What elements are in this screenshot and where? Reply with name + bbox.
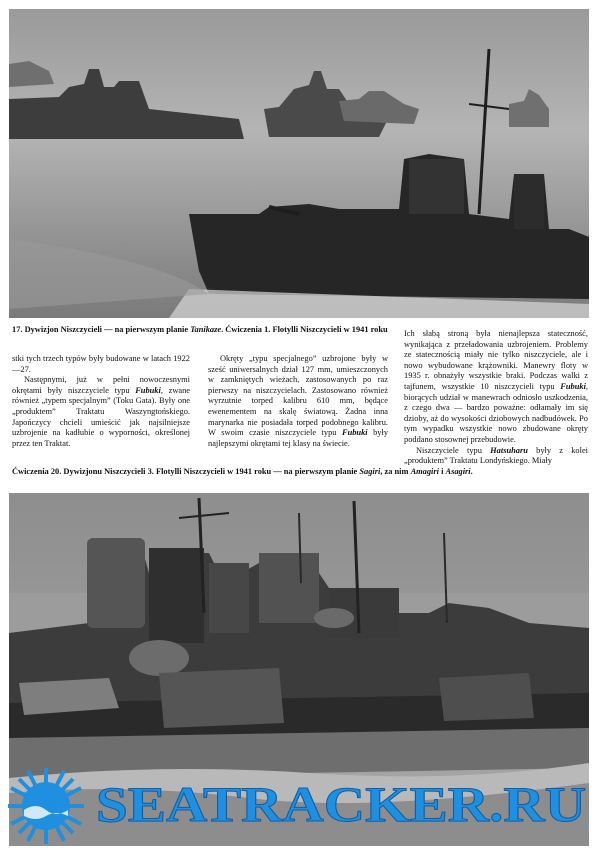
caption2-end: . xyxy=(470,467,473,476)
col2-p1-ship-name: Fubuki xyxy=(341,428,368,438)
col1-p2-text-c: , zwane również „typem specjalnym” (Toku Gata). Były one „produktem” Traktatu Waszyngtońskiego. Japończycy chcieli umieścić jak najsilniejsze uzbrojenie na kadłubie o wyporności, określonej przez ten Traktat. xyxy=(12,385,190,448)
caption2-ship-amagiri: Amagiri xyxy=(410,467,439,476)
col1-p2-ship-name: Fubuki xyxy=(135,385,161,395)
watermark-text: SEATRACKER.RU xyxy=(96,776,586,832)
photo-destroyer-flotilla-image xyxy=(9,9,589,318)
caption2-ship-asagiri: Asagiri xyxy=(445,467,471,476)
col2-paragraph-1 xyxy=(208,354,388,449)
col3-paragraph-2 xyxy=(404,446,588,467)
caption1-ship-name: Tanikaze xyxy=(190,325,222,334)
text-column-3 xyxy=(404,329,588,467)
photo-destroyer-flotilla-exercise xyxy=(9,9,589,318)
col2-p1-text-c: były najlepszymi okrętami tej klasy na świecie. xyxy=(208,428,389,448)
text-column-1 xyxy=(12,354,190,449)
caption2-and: i xyxy=(438,467,446,476)
caption-bottom-photo xyxy=(12,467,587,477)
col3-paragraph-1 xyxy=(404,329,588,446)
text-column-2 xyxy=(208,354,388,449)
col2-p1-text-a: Okręty „typu specjalnego” uzbrojone były w sześć uniwersalnych dział 127 mm, umieszczonych w zamkniętych wieżach, zastosowanych po raz pierwszy na niszczycielach. Zastosowano również wyrzutnie torped kalibru 610 mm, będące ewenementem na skalę światową. Żadna inna marynarka nie posiadała torped podobnego kalibru. W swoim czasie niszczyciele typu xyxy=(208,354,388,438)
col3-p2-ship-name: Hatsuharu xyxy=(490,445,528,455)
caption-top-photo xyxy=(12,325,390,335)
col1-paragraph-2 xyxy=(12,375,190,449)
col3-p1-text-a: Ich słabą stroną była nienajlepsza stateczność, wynikająca z przeładowania uzbrojeniem. Problemy ze statecznością miały nie tylko niszczyciele, ale i nowo wybudowane krążowniki. Manewry floty w 1935 r. obnażyły wszystkie braki. Podczas walki z tajfunem, wszystkie 10 niszczycieli typu xyxy=(404,329,588,391)
col1-p2-text-a: Następnymi, już w pełni nowoczesnymi okrętami były niszczyciele typu xyxy=(12,375,190,395)
caption2-mid: , za nim xyxy=(380,467,411,476)
col1-paragraph-1: stki tych trzech typów były budowane w latach 1922—27. xyxy=(12,354,190,374)
caption2-ship-sagiri: Sagiri xyxy=(359,467,381,476)
caption2-prefix: Ćwiczenia 20. Dywizjonu Niszczycieli 3. Flotylli Niszczycieli w 1941 roku — na pierwszym planie xyxy=(12,467,360,476)
seatracker-watermark xyxy=(6,766,596,846)
caption1-prefix: 17. Dywizjon Niszczycieli — na pierwszym planie xyxy=(12,325,191,334)
col3-p2-text-c: były z kolei „produktem” Traktatu Londyńskiego. Miały xyxy=(404,445,588,466)
caption1-suffix: . Ćwiczenia 1. Flotylli Niszczycieli w 1941 roku xyxy=(221,325,388,334)
col3-p2-text-a: Niszczyciele typu xyxy=(416,445,491,455)
col3-p1-text-c: , biorących udział w manewrach odniosło uszkodzenia, z czego dwa — bardzo poważne: odłamały im się dzioby, aż do wysokości dziobowych nadbudówek. Po tym wypadku wszystkie nowo zbudowane okręty poddano stosownej przebudowie. xyxy=(404,381,588,444)
col3-p1-ship-name: Fubuki xyxy=(560,381,586,391)
seatracker-logo-icon xyxy=(8,768,84,844)
